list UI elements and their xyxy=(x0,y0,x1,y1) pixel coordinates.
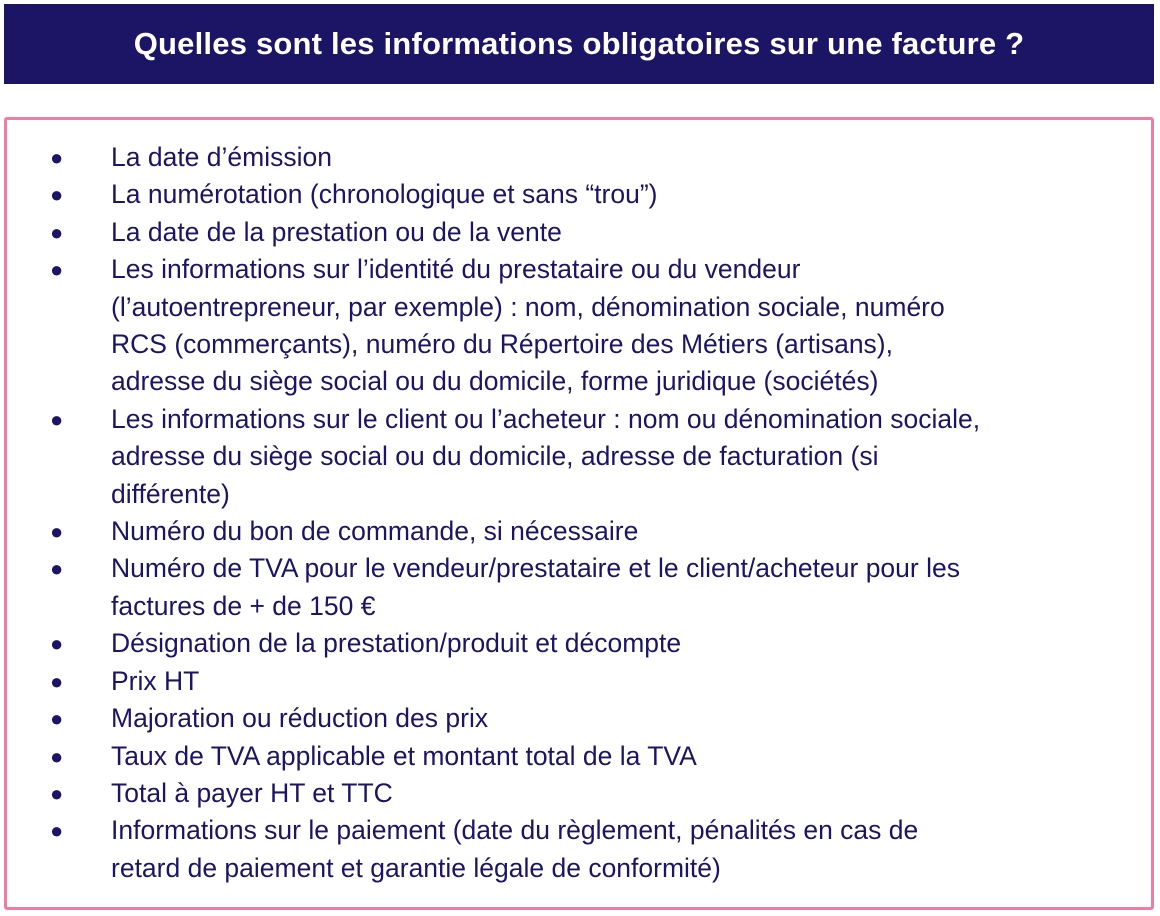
bullet-icon: ● xyxy=(50,706,64,732)
list-item-text: La numérotation (chronologique et sans “trou”) xyxy=(111,179,658,210)
list-item xyxy=(7,251,1151,401)
list-item-text: Majoration ou réduction des prix xyxy=(111,703,489,734)
list-item-text: La date de la prestation ou de la vente xyxy=(111,216,562,247)
list-item-text: adresse du siège social ou du domicile, adresse de facturation (si xyxy=(111,441,879,472)
list-item xyxy=(7,401,1151,513)
bullet-icon: ● xyxy=(50,631,64,657)
list-item-text: Les informations sur l’identité du prestataire ou du vendeur xyxy=(111,254,801,285)
list-item-text: RCS (commerçants), numéro du Répertoire des Métiers (artisans), xyxy=(111,329,893,360)
list-item xyxy=(7,663,1151,700)
list-item xyxy=(7,700,1151,737)
list-item-text: retard de paiement et garantie légale de conformité) xyxy=(111,852,721,883)
mandatory-info-list xyxy=(7,139,1151,887)
list-item-text: Désignation de la prestation/produit et décompte xyxy=(111,628,682,659)
list-item xyxy=(7,513,1151,550)
bullet-icon: ● xyxy=(50,556,64,582)
list-item-text: Numéro de TVA pour le vendeur/prestataire et le client/acheteur pour les xyxy=(111,553,960,584)
list-item xyxy=(7,812,1151,887)
title-banner xyxy=(4,4,1154,84)
list-item-text: Les informations sur le client ou l’acheteur : nom ou dénomination sociale, xyxy=(111,403,981,434)
bullet-icon: ● xyxy=(50,668,64,694)
list-item xyxy=(7,550,1151,625)
list-item-text: Numéro du bon de commande, si nécessaire xyxy=(111,516,639,547)
list-item-text: Informations sur le paiement (date du règlement, pénalités en cas de xyxy=(111,815,919,846)
bullet-icon: ● xyxy=(50,743,64,769)
page-title: Quelles sont les informations obligatoires sur une facture ? xyxy=(133,26,1025,61)
list-item xyxy=(7,214,1151,251)
bullet-icon: ● xyxy=(50,406,64,432)
bullet-icon: ● xyxy=(50,219,64,245)
list-item-text: factures de + de 150 € xyxy=(111,590,376,621)
list-item xyxy=(7,775,1151,812)
list-item xyxy=(7,738,1151,775)
bullet-icon: ● xyxy=(50,818,64,844)
list-item xyxy=(7,625,1151,662)
bullet-icon: ● xyxy=(50,257,64,283)
list-item-text: La date d’émission xyxy=(111,142,332,172)
list-item-text: (l’autoentrepreneur, par exemple) : nom, dénomination sociale, numéro xyxy=(111,291,945,322)
bullet-icon: ● xyxy=(50,145,64,170)
bullet-icon: ● xyxy=(50,780,64,806)
bullet-icon: ● xyxy=(50,182,64,208)
list-item-text: Taux de TVA applicable et montant total de la TVA xyxy=(111,740,697,771)
list-item-text: Total à payer HT et TTC xyxy=(111,777,393,808)
list-item xyxy=(7,176,1151,213)
list-item xyxy=(7,139,1151,176)
info-box xyxy=(4,117,1154,910)
list-item-text: Prix HT xyxy=(111,665,200,696)
list-item-text: adresse du siège social ou du domicile, forme juridique (sociétés) xyxy=(111,366,879,397)
bullet-icon: ● xyxy=(50,519,64,545)
list-item-text: différente) xyxy=(111,478,230,509)
